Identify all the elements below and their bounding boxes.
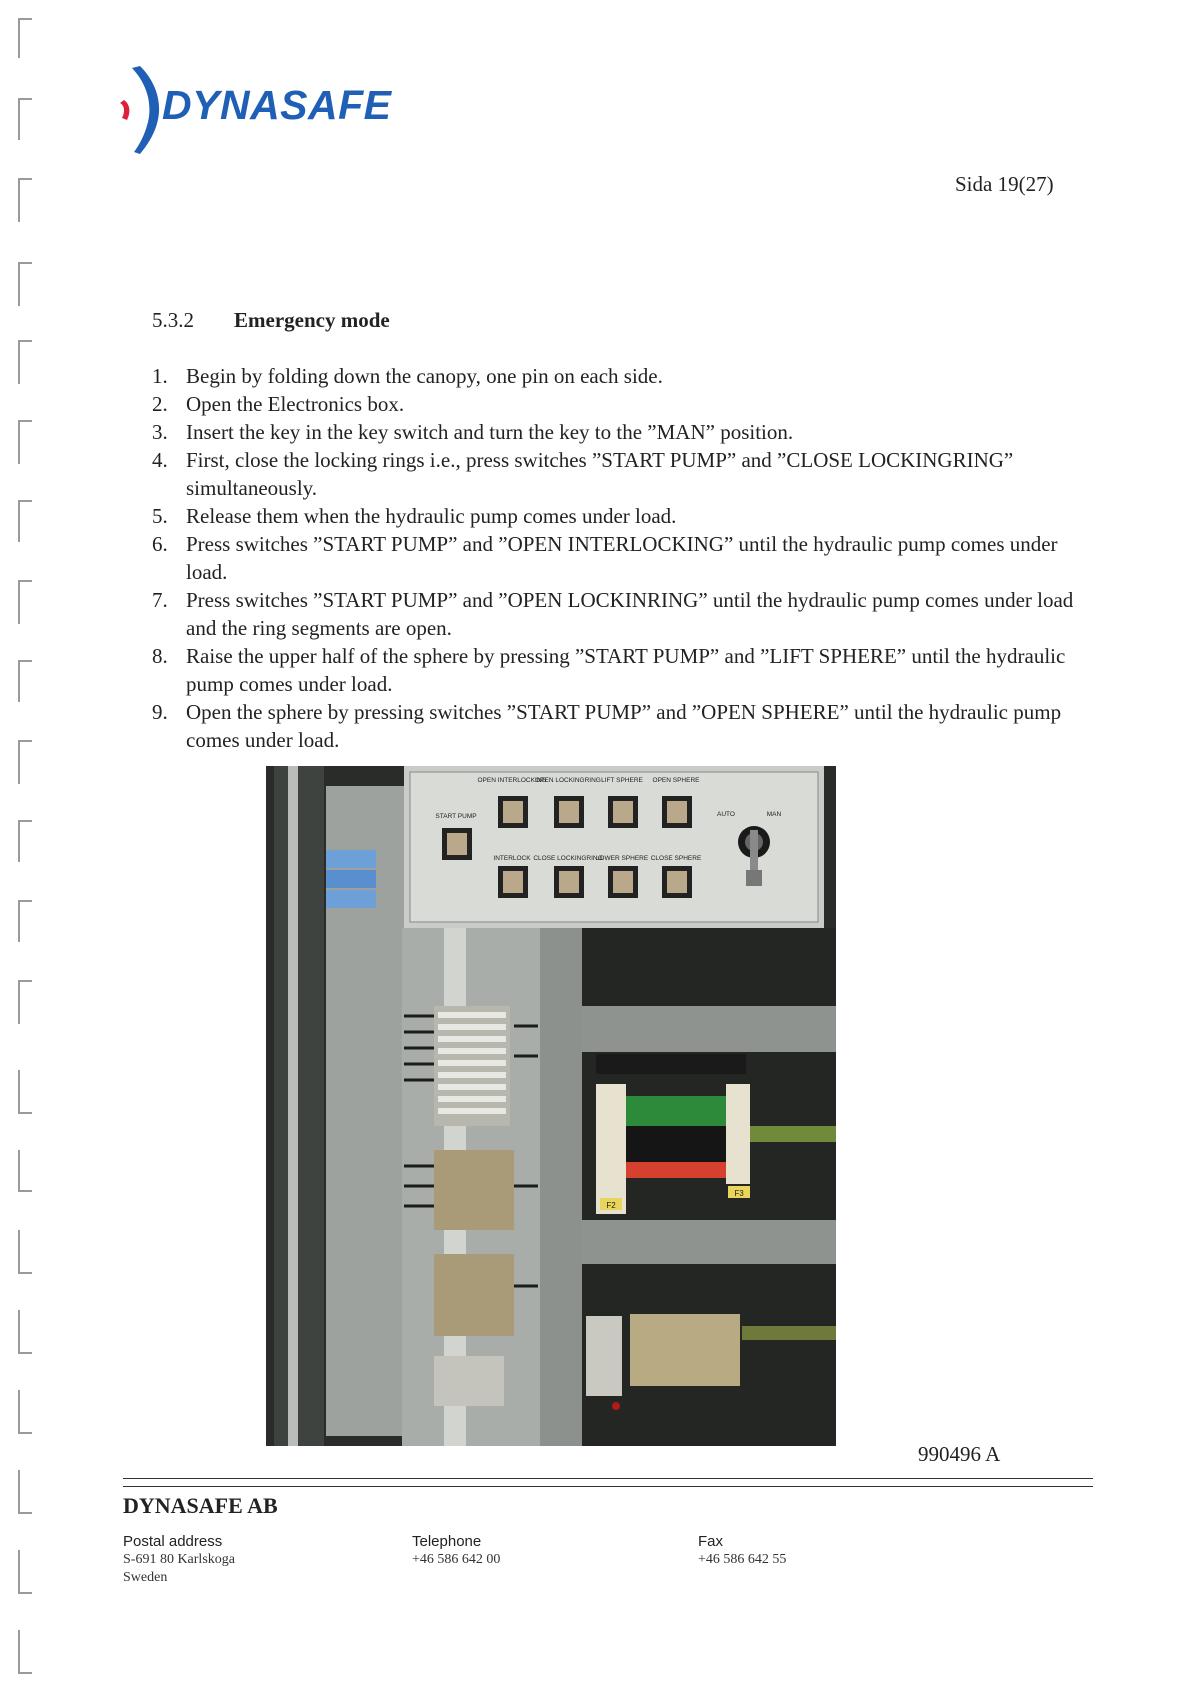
list-item: 8. Raise the upper half of the sphere by pressing ”START PUMP” and ”LIFT SPHERE” until the hydraulic pump comes under load. <box>152 644 1066 696</box>
company-name: DYNASAFE AB <box>123 1493 278 1518</box>
label-open-lockingring: OPEN LOCKINGRING <box>535 777 601 784</box>
logo-text: DYNASAFE <box>162 82 392 128</box>
label-open-interlocking: OPEN INTERLOCKING <box>477 777 547 784</box>
label-interlock: INTERLOCK <box>493 855 531 862</box>
list-item: 9. Open the sphere by pressing switches ”START PUMP” and ”OPEN SPHERE” until the hydraulic pump comes under load. <box>152 700 1062 752</box>
label-lift-sphere: LIFT SPHERE <box>601 777 643 784</box>
steps-list <box>152 362 1082 754</box>
fax-label: Fax <box>698 1533 724 1550</box>
label-close-lockingring: CLOSE LOCKINGRING <box>533 855 603 862</box>
document-number: 990496 A <box>918 1442 1001 1466</box>
postal-line1: S-691 80 Karlskoga <box>123 1552 235 1567</box>
dynasafe-logo <box>118 60 392 160</box>
label-f3: F3 <box>734 1189 744 1198</box>
section-heading <box>152 308 390 333</box>
logo-mark-icon <box>118 60 168 160</box>
list-item: 7. Press switches ”START PUMP” and ”OPEN LOCKINRING” until the hydraulic pump comes under load and the ring segments are open. <box>152 588 1074 640</box>
page-number: Sida 19(27) <box>955 172 1054 196</box>
label-auto: AUTO <box>717 811 735 818</box>
telephone-label: Telephone <box>412 1533 482 1550</box>
footer-rule-bottom <box>123 1486 1093 1487</box>
footer-rule-top <box>123 1478 1093 1479</box>
label-f2: F2 <box>606 1201 616 1210</box>
electronics-box-photo <box>266 766 836 1446</box>
telephone-value: +46 586 642 00 <box>412 1552 501 1567</box>
section-number: 5.3.2 <box>152 308 194 332</box>
label-man: MAN <box>766 811 782 818</box>
list-item: 5. Release them when the hydraulic pump comes under load. <box>152 504 677 528</box>
label-lower-sphere: LOWER SPHERE <box>595 855 649 862</box>
label-close-sphere: CLOSE SPHERE <box>650 855 702 862</box>
postal-label: Postal address <box>123 1533 223 1550</box>
fax-value: +46 586 642 55 <box>698 1552 787 1567</box>
list-item: 6. Press switches ”START PUMP” and ”OPEN INTERLOCKING” until the hydraulic pump comes under load. <box>152 532 1058 584</box>
fax <box>698 1533 786 1569</box>
list-item: 1. Begin by folding down the canopy, one pin on each side. <box>152 364 663 388</box>
blue-connector-icon <box>326 850 376 908</box>
postal-line2: Sweden <box>123 1570 168 1585</box>
list-item: 2. Open the Electronics box. <box>152 392 405 416</box>
label-start-pump: START PUMP <box>435 813 477 820</box>
section-title: Emergency mode <box>234 308 390 332</box>
telephone <box>412 1533 500 1569</box>
list-item: 4. First, close the locking rings i.e., press switches ”START PUMP” and ”CLOSE LOCKINGRING” simultaneously. <box>152 448 1014 500</box>
postal-address <box>123 1533 235 1587</box>
list-item: 3. Insert the key in the key switch and turn the key to the ”MAN” position. <box>152 420 794 444</box>
label-open-sphere: OPEN SPHERE <box>652 777 700 784</box>
